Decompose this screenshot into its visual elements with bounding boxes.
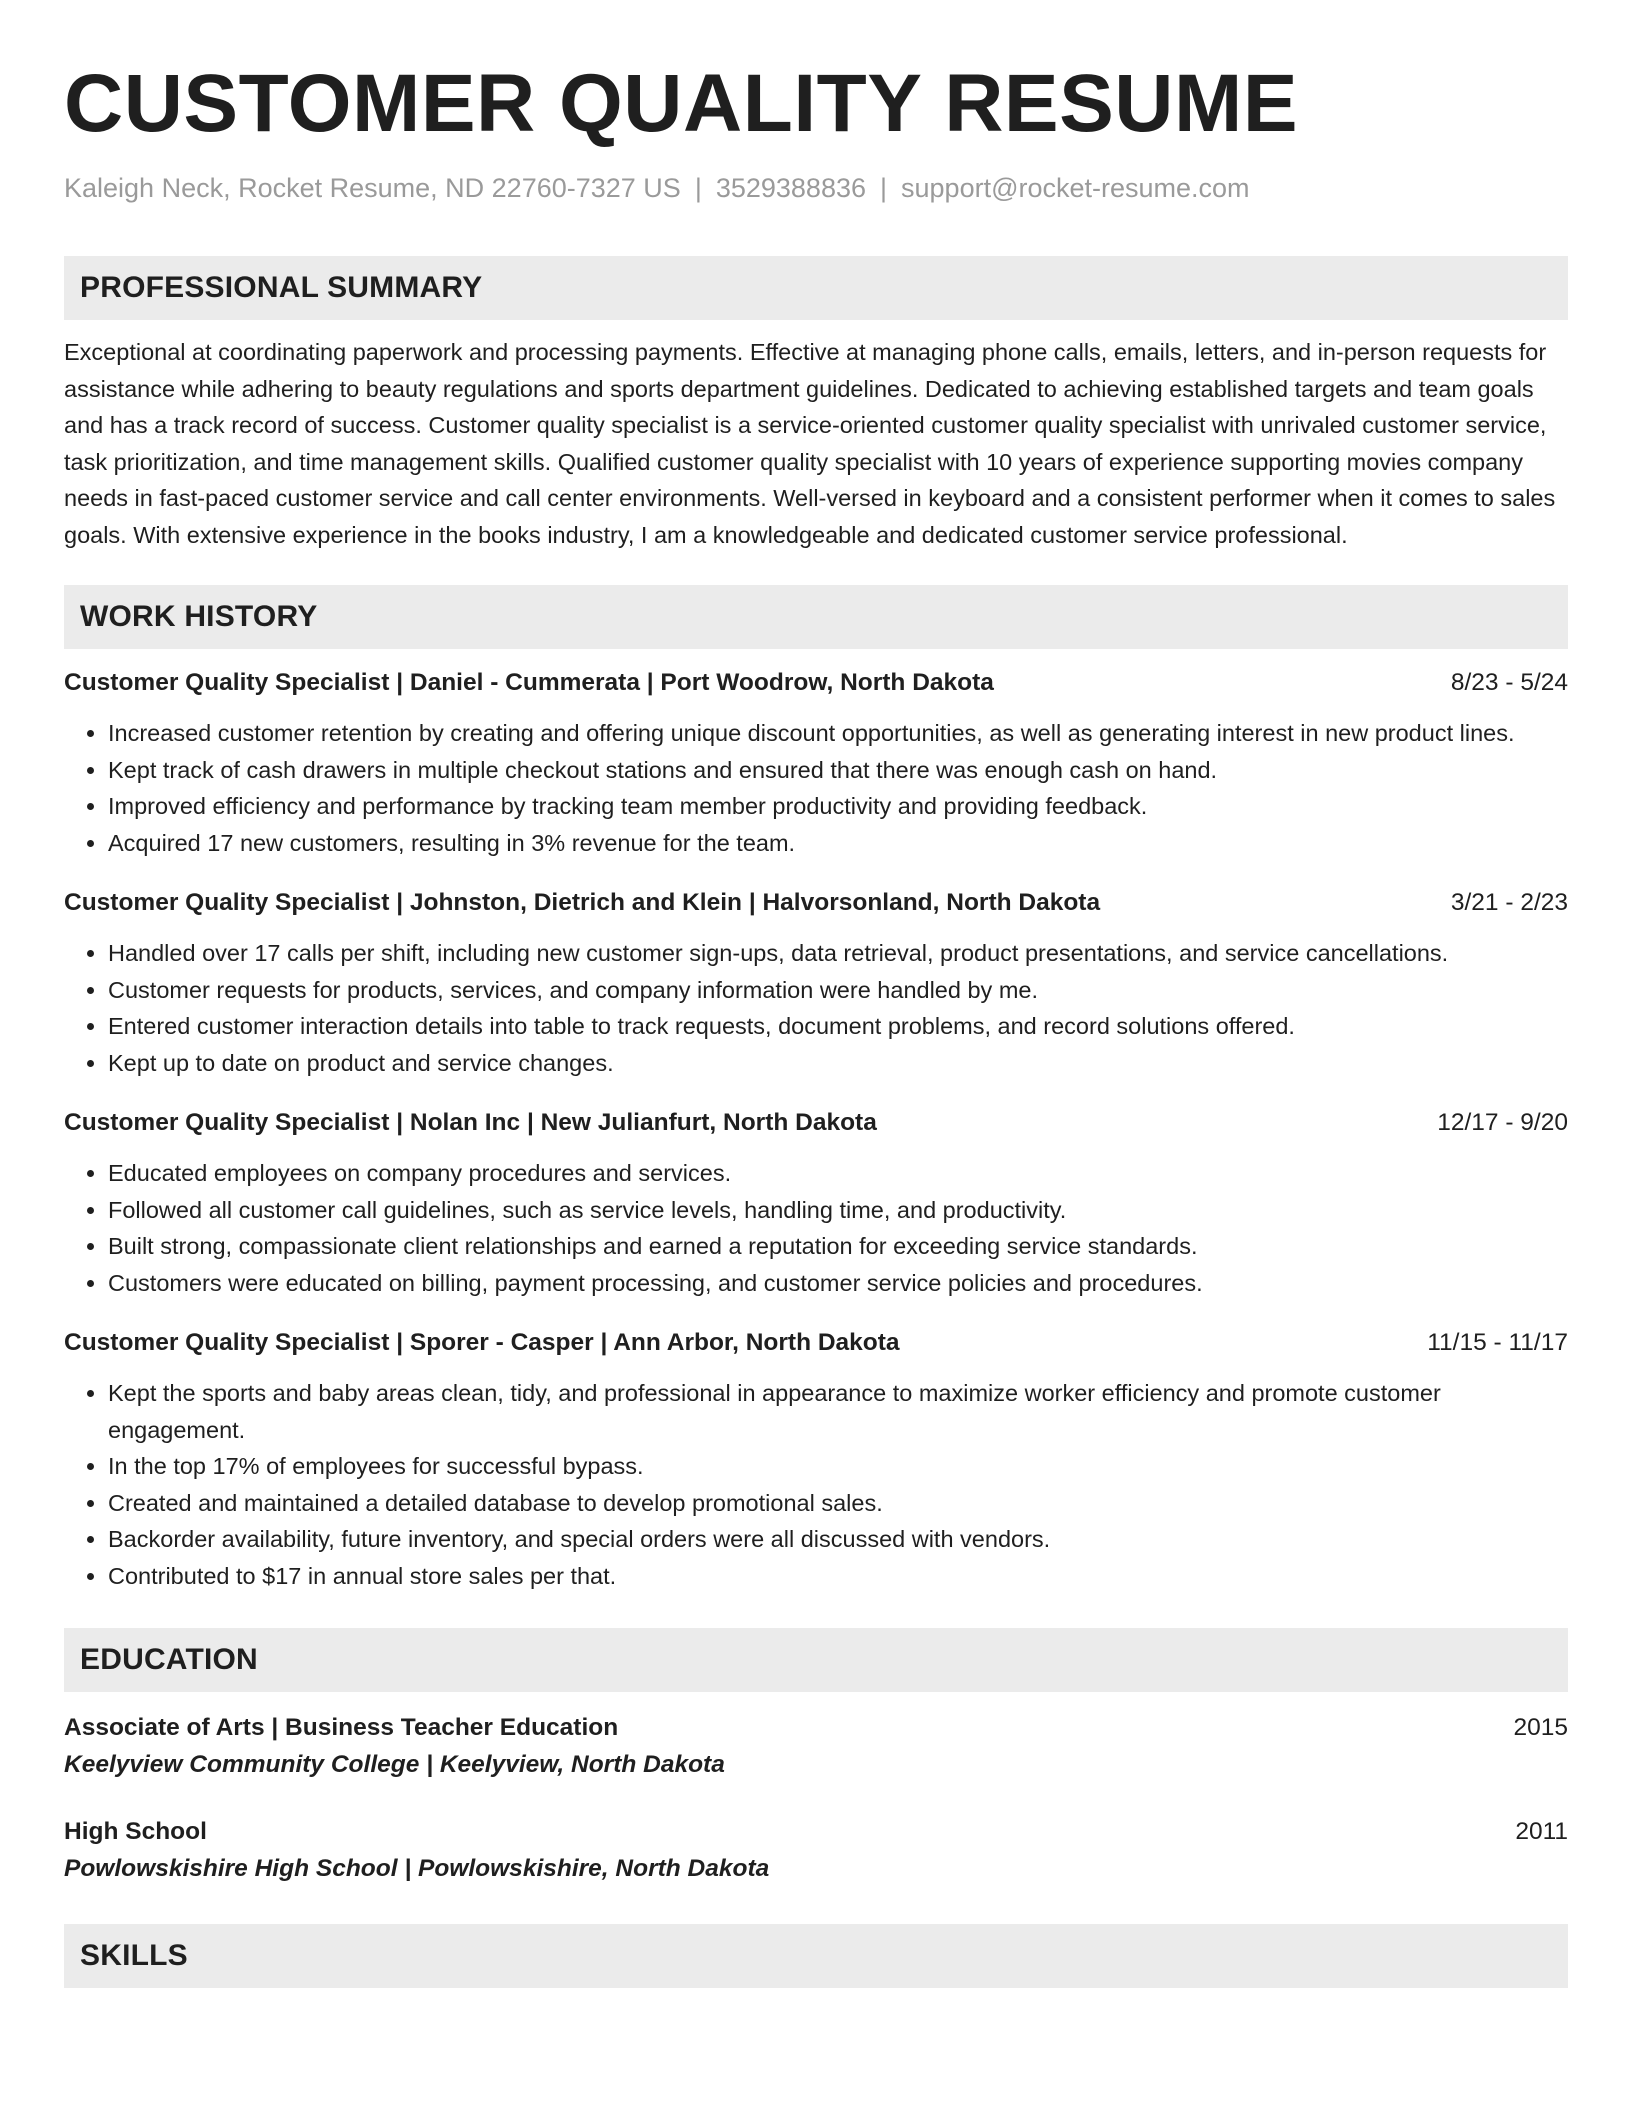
summary-heading: PROFESSIONAL SUMMARY [80,271,483,304]
job-bullet: • Increased customer retention by creating and offering unique discount opportunities, as well as generating interest in new product lines. [108,715,1568,752]
summary-text: Exceptional at coordinating paperwork and processing payments. Effective at managing phone calls, emails, letters, and in-person requests for assistance while adhering to beauty regulations and sports department guidelines. Dedicated to achieving established targets and team goals and has a track record of success. Customer quality specialist is a service-oriented customer quality specialist with unrivaled customer service, task prioritization, and time management skills. Qualified customer quality specialist with 10 years of experience supporting movies company needs in fast-paced customer service and call center environments. Well-versed in keyboard and a consistent performer when it comes to sales goals. With extensive experience in the books industry, I am a knowledgeable and dedicated customer service professional. [64,339,1556,548]
education-section [64,1628,1568,1888]
education-school: Powlowskishire High School | Powlowskishire, North Dakota [64,1855,770,1882]
job-dates: 3/21 - 2/23 [1450,889,1568,916]
job-bullet: • Kept track of cash drawers in multiple checkout stations and ensured that there was enough cash on hand. [108,752,1568,789]
skills-section [64,1924,1568,1988]
job-bullet: • Kept up to date on product and service changes. [108,1045,1568,1082]
education-heading: EDUCATION [80,1643,258,1676]
education-degree: Associate of Arts | Business Teacher Education [64,1714,619,1741]
work-history-heading-bar [64,585,1568,649]
job-header: Customer Quality Specialist | Johnston, Dietrich and Klein | Halvorsonland, North Dakota [64,889,1101,916]
summary-heading-bar [64,256,1568,320]
contact-separator: | [694,173,702,203]
education-heading-bar [64,1628,1568,1692]
contact-separator: | [880,173,888,203]
job-dates: 11/15 - 11/17 [1427,1329,1568,1356]
job-entry [64,1105,1568,1301]
education-degree: High School [64,1818,207,1845]
job-bullet: • Customer requests for products, services, and company information were handled by me. [108,972,1568,1009]
work-history-section [64,585,1568,1594]
job-entry [64,665,1568,861]
education-school: Keelyview Community College | Keelyview, North Dakota [64,1751,725,1778]
job-dates: 12/17 - 9/20 [1437,1109,1568,1136]
work-history-heading: WORK HISTORY [80,600,318,633]
job-bullets [64,1375,1568,1594]
job-bullet: • Built strong, compassionate client relationships and earned a reputation for exceeding service standards. [108,1228,1568,1265]
education-year: 2015 [1513,1714,1568,1741]
resume-page [64,54,1568,1988]
job-entry [64,1325,1568,1594]
job-bullet: • Entered customer interaction details into table to track requests, document problems, and record solutions offered. [108,1008,1568,1045]
education-entry [64,1814,1568,1888]
education-year: 2011 [1515,1818,1568,1845]
job-entry [64,885,1568,1081]
resume-title: CUSTOMER QUALITY RESUME [64,58,1299,149]
skills-heading: SKILLS [80,1939,188,1972]
job-header: Customer Quality Specialist | Nolan Inc | New Julianfurt, North Dakota [64,1109,877,1136]
job-bullet: • Kept the sports and baby areas clean, tidy, and professional in appearance to maximize worker efficiency and promote customer engagement. [108,1375,1568,1448]
job-dates: 8/23 - 5/24 [1450,669,1568,696]
summary-section [64,256,1568,553]
job-header: Customer Quality Specialist | Sporer - Casper | Ann Arbor, North Dakota [64,1329,900,1356]
job-header: Customer Quality Specialist | Daniel - Cummerata | Port Woodrow, North Dakota [64,669,994,696]
contact-address: Kaleigh Neck, Rocket Resume, ND 22760-7327 US [64,173,681,203]
job-bullet: • In the top 17% of employees for successful bypass. [108,1448,1568,1485]
education-entry [64,1710,1568,1784]
skills-heading-bar [64,1924,1568,1988]
job-bullets [64,715,1568,861]
job-bullets [64,1155,1568,1301]
contact-email: support@rocket-resume.com [901,173,1250,203]
contact-phone: 3529388836 [715,173,866,203]
job-bullet: • Created and maintained a detailed database to develop promotional sales. [108,1485,1568,1522]
job-bullet: • Contributed to $17 in annual store sales per that. [108,1558,1568,1595]
job-bullet: • Followed all customer call guidelines, such as service levels, handling time, and productivity. [108,1192,1568,1229]
job-bullet: • Customers were educated on billing, payment processing, and customer service policies and procedures. [108,1265,1568,1302]
job-bullets [64,935,1568,1081]
job-bullet: • Acquired 17 new customers, resulting in 3% revenue for the team. [108,825,1568,862]
job-bullet: • Educated employees on company procedures and services. [108,1155,1568,1192]
job-bullet: • Improved efficiency and performance by tracking team member productivity and providing feedback. [108,788,1568,825]
job-bullet: • Handled over 17 calls per shift, including new customer sign-ups, data retrieval, product presentations, and service cancellations. [108,935,1568,972]
job-bullet: • Backorder availability, future inventory, and special orders were all discussed with vendors. [108,1521,1568,1558]
contact-line [64,170,1568,206]
